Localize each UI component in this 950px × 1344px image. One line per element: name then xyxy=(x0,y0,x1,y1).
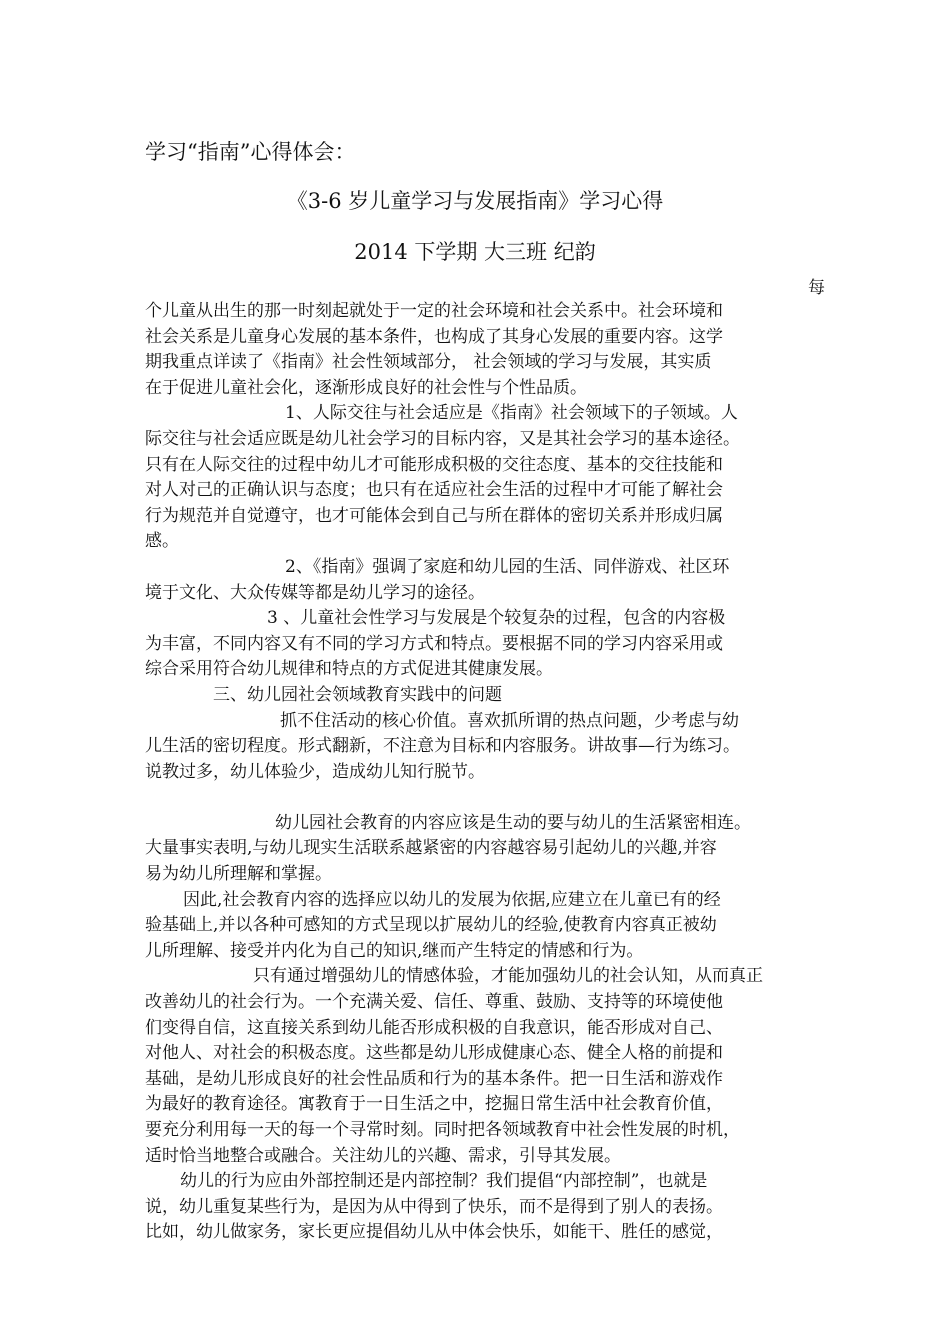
text-line: 个儿童从出生的那一时刻起就处于一定的社会环境和社会关系中。社会环境和 xyxy=(145,301,723,321)
text-line: 只有通过增强幼儿的情感体验，才能加强幼儿的社会认知，从而真正 xyxy=(253,966,763,987)
text-line: 幼儿园社会教育的内容应该是生动的要与幼儿的生活紧密相连。 xyxy=(275,812,751,833)
paragraph-first-char: 每 xyxy=(808,278,825,298)
text-line: 说教过多，幼儿体验少，造成幼儿知行脱节。 xyxy=(145,761,485,782)
text-line: 对人对己的正确认识与态度；也只有在适应社会生活的过程中才可能了解社会 xyxy=(145,480,723,501)
text-line: 境于文化、大众传媒等都是幼儿学习的途径。 xyxy=(145,582,485,603)
text-line: 为丰富，不同内容又有不同的学习方式和特点。要根据不同的学习内容采用或 xyxy=(145,633,723,654)
text-line: 综合采用符合幼儿规律和特点的方式促进其健康发展。 xyxy=(145,659,553,680)
text-line: 为最好的教育途径。寓教育于一日生活之中，挖掘日常生活中社会教育价值， xyxy=(145,1094,723,1115)
text-line: 们变得自信，这直接关系到幼儿能否形成积极的自我意识，能否形成对自己、 xyxy=(145,1017,723,1038)
text-line: 要充分利用每一天的每一个寻常时刻。同时把各领域教育中社会性发展的时机， xyxy=(145,1120,740,1140)
blank-line xyxy=(145,785,831,811)
text-line: 比如，幼儿做家务，家长更应提倡幼儿从中体会快乐，如能干、胜任的感觉， xyxy=(145,1222,723,1243)
text-line: 行为规范并自觉遵守，也才可能体会到自己与所在群体的密切关系并形成归属 xyxy=(145,505,723,526)
text-line: 期我重点详读了《指南》社会性领域部分， 社会领域的学习与发展，其实质 xyxy=(145,352,712,373)
text-line: 感。 xyxy=(145,531,179,552)
document-subtitle: 2014 下学期 大三班 纪韵 xyxy=(354,240,596,264)
text-line: 3 、儿童社会性学习与发展是个较复杂的过程，包含的内容极 xyxy=(267,608,726,629)
text-line: 三、幼儿园社会领域教育实践中的问题 xyxy=(213,684,502,705)
text-line: 适时恰当地整合或融合。关注幼儿的兴趣、需求，引导其发展。 xyxy=(145,1145,621,1166)
text-line: 2、《指南》强调了家庭和幼儿园的生活、同伴游戏、社区环 xyxy=(285,556,730,577)
text-line: 基础，是幼儿形成良好的社会性品质和行为的基本条件。把一日生活和游戏作 xyxy=(145,1068,723,1089)
text-line: 易为幼儿所理解和掌握。 xyxy=(145,864,332,885)
text-line: 只有在人际交往的过程中幼儿才可能形成积极的交往态度、基本的交往技能和 xyxy=(145,454,723,475)
text-line: 在于促进儿童社会化，逐渐形成良好的社会性与个性品质。 xyxy=(145,377,587,398)
document-body xyxy=(145,299,831,1246)
text-line: 大量事实表明,与幼儿现实生活联系越紧密的内容越容易引起幼儿的兴趣,并容 xyxy=(145,838,717,859)
text-line: 社会关系是儿童身心发展的基本条件，也构成了其身心发展的重要内容。这学 xyxy=(145,326,723,347)
document-heading: 学习“指南”心得体会： xyxy=(145,140,356,164)
text-line: 幼儿的行为应由外部控制还是内部控制？我们提倡“内部控制”，也就是 xyxy=(180,1171,708,1192)
text-line: 际交往与社会适应既是幼儿社会学习的目标内容，又是其社会学习的基本途径。 xyxy=(145,428,740,449)
text-line: 因此,社会教育内容的选择应以幼儿的发展为依据,应建立在儿童已有的经 xyxy=(183,889,721,910)
text-line: 1、人际交往与社会适应是《指南》社会领域下的子领域。人 xyxy=(285,403,738,424)
text-line: 儿生活的密切程度。形式翻新，不注意为目标和内容服务。讲故事—行为练习。 xyxy=(145,736,740,757)
text-line: 改善幼儿的社会行为。一个充满关爱、信任、尊重、鼓励、支持等的环境使他 xyxy=(145,992,723,1013)
text-line: 对他人、对社会的积极态度。这些都是幼儿形成健康心态、健全人格的前提和 xyxy=(145,1043,723,1064)
document-title: 《3-6 岁儿童学习与发展指南》学习心得 xyxy=(286,189,664,213)
text-line: 说，幼儿重复某些行为，是因为从中得到了快乐，而不是得到了别人的表扬。 xyxy=(145,1196,723,1217)
text-line: 验基础上,并以各种可感知的方式呈现以扩展幼儿的经验,使教育内容真正被幼 xyxy=(145,915,717,936)
text-line: 儿所理解、接受并内化为自己的知识,继而产生特定的情感和行为。 xyxy=(145,940,644,961)
text-line: 抓不住活动的核心价值。喜欢抓所谓的热点问题，少考虑与幼 xyxy=(280,710,739,731)
